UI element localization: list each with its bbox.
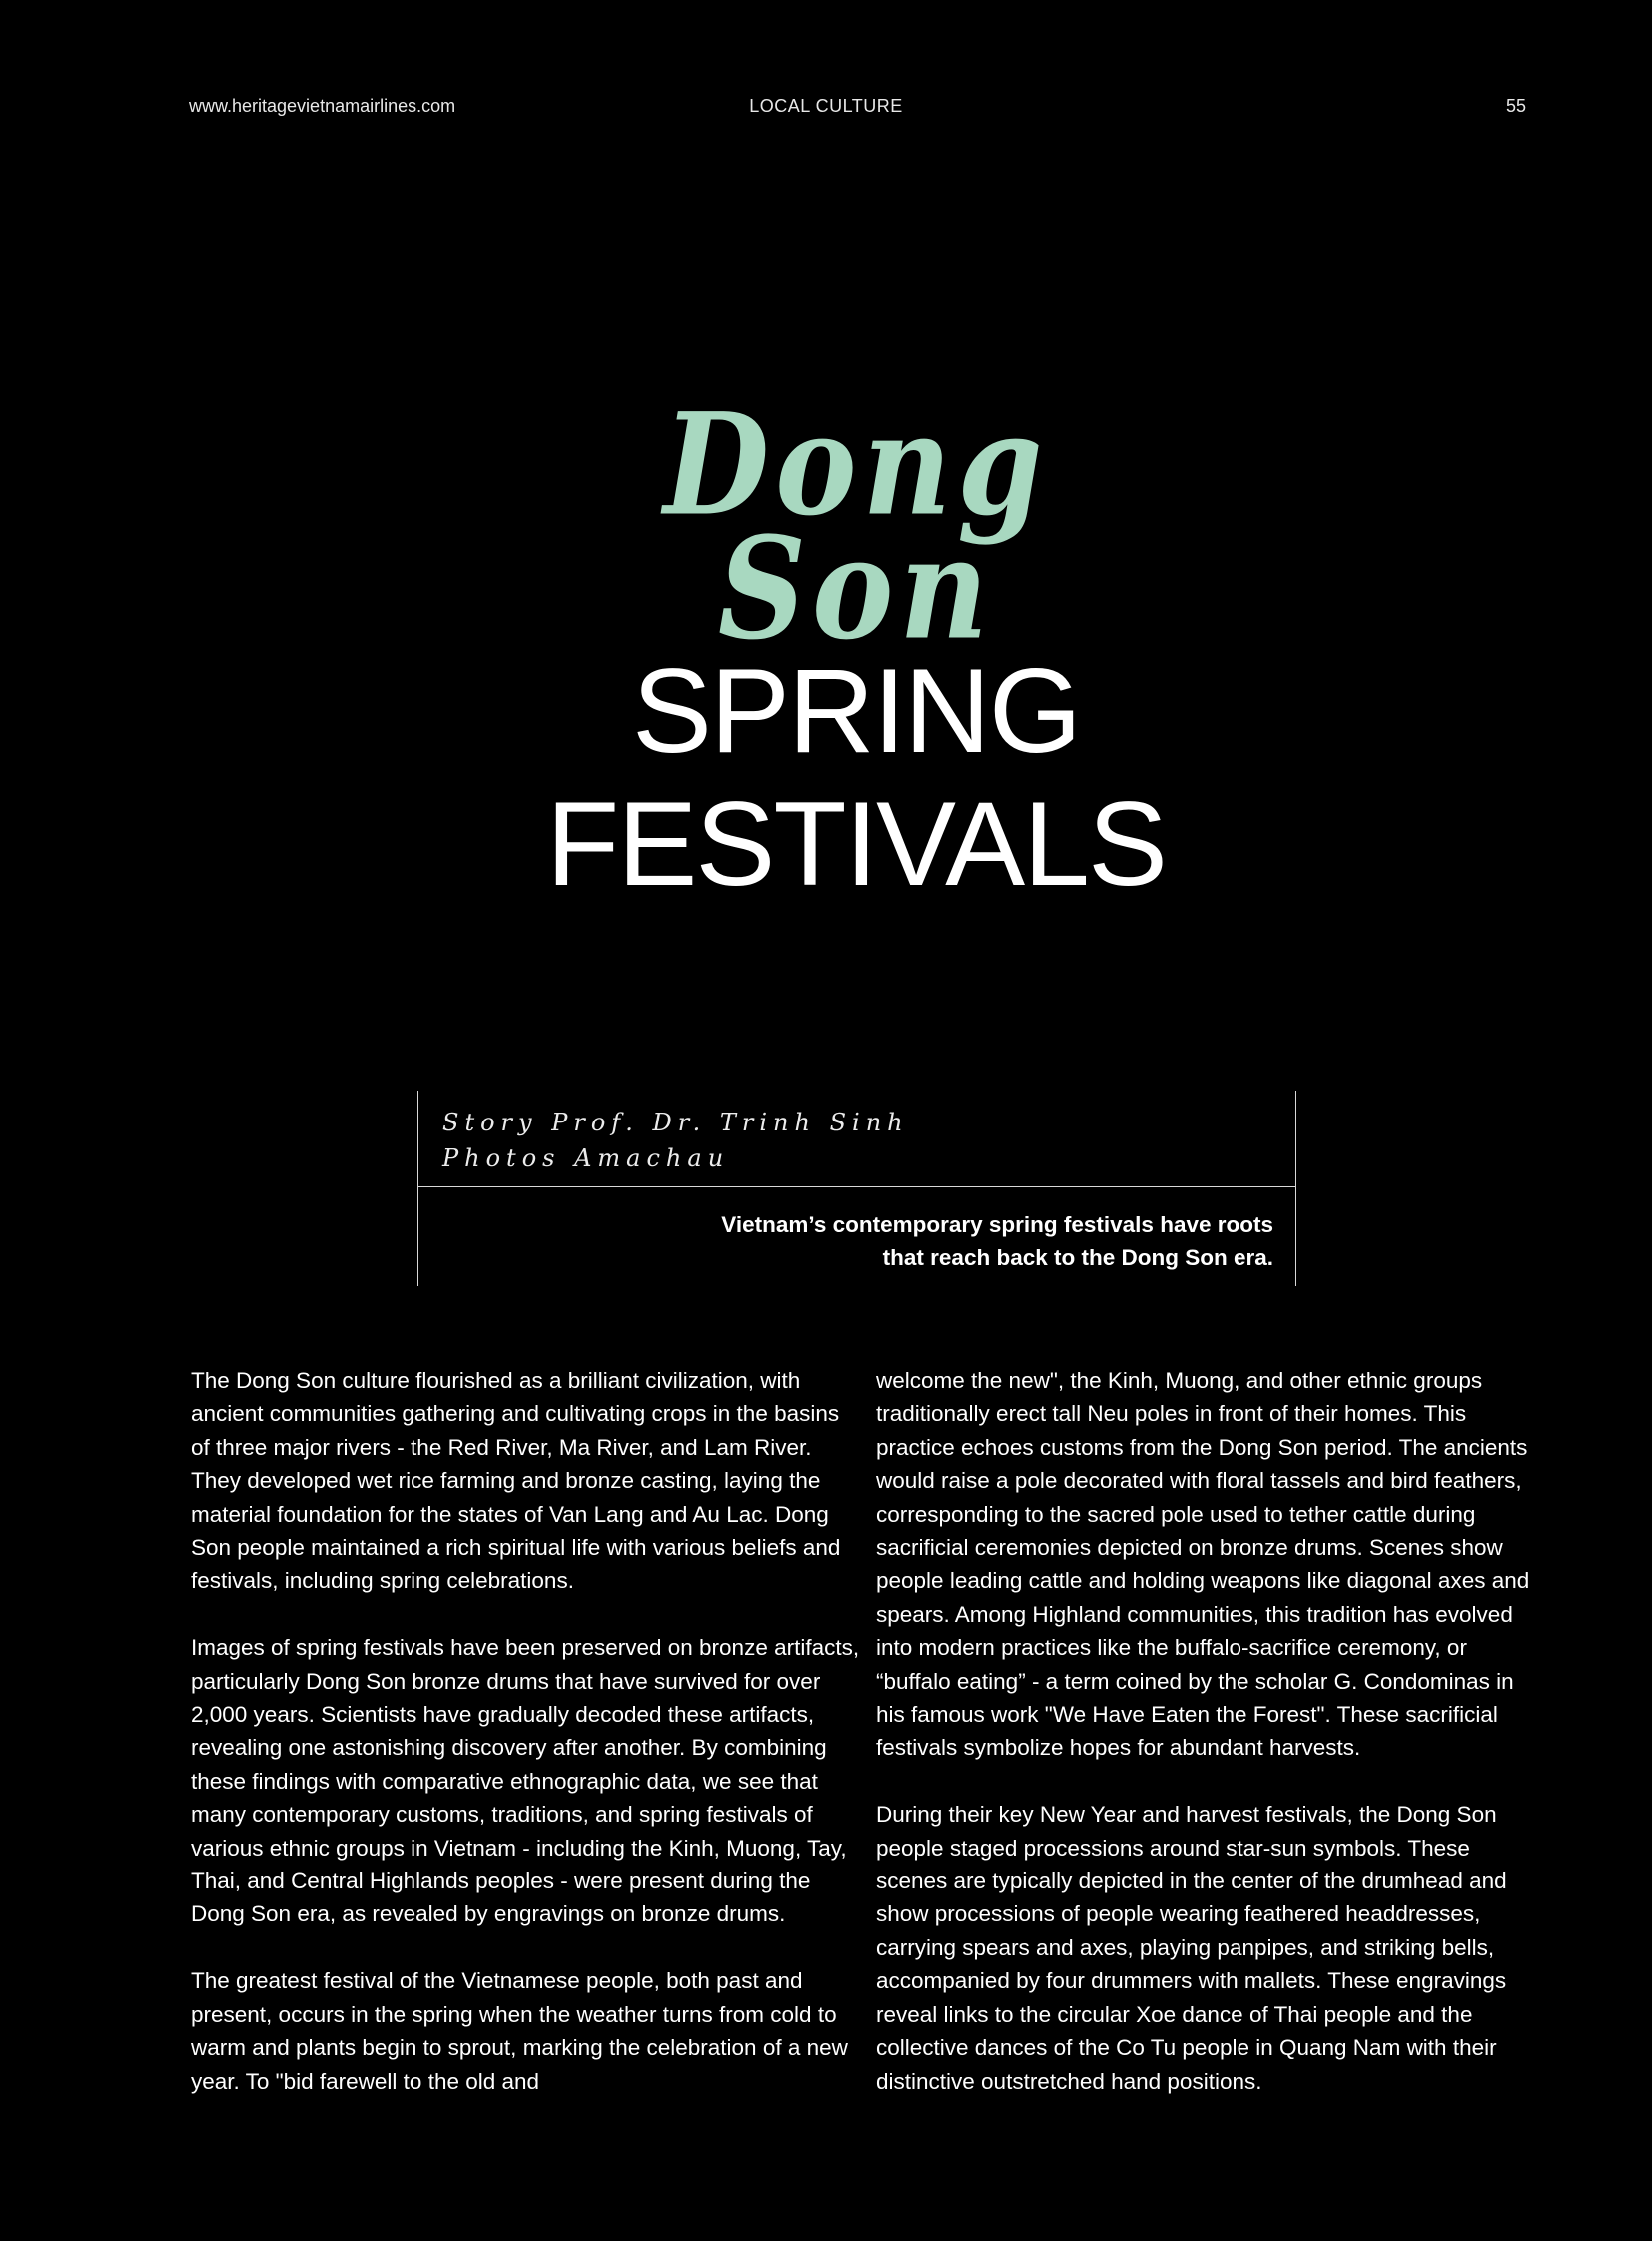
site-url: www.heritagevietnamairlines.com xyxy=(189,96,456,116)
page-number: 55 xyxy=(1505,96,1526,116)
body-paragraph: The Dong Son culture flourished as a brilliant civilization, with ancient communities gathering and cultivating crops in the basins of three major rivers - the Red River, Ma River, and Lam River. They developed wet rice farming and bronze casting, laying the material foundation for the states of Van Lang and Au Lac. Dong Son people maintained a rich spiritual life with various beliefs and festivals, including spring celebrations. xyxy=(191,1368,841,1594)
title-line-son: Son xyxy=(717,505,995,671)
standfirst: Vietnam’s contemporary spring festivals have roots that reach back to the Dong Son era. xyxy=(721,1212,1273,1270)
credits xyxy=(442,1105,909,1176)
body-paragraph: Images of spring festivals have been preserved on bronze artifacts, particularly Dong Son bronze drums that have survived for over 2,000 years. Scientists have gradually decoded these artifacts, revealing one astonishing discovery after another. By combining these findings with comparative ethnographic data, we see that many contemporary customs, traditions, and spring festivals of various ethnic groups in Vietnam - including the Kinh, Muong, Tay, Thai, and Central Highlands peoples - were present during the Dong Son era, as revealed by engravings on bronze drums. xyxy=(191,1635,860,1927)
body-paragraph: The greatest festival of the Vietnamese people, both past and present, occurs in the spring when the weather turns from cold to warm and plants begin to sprout, marking the celebration of a new year. To "bid farewell to the old and xyxy=(191,1968,848,2094)
body-paragraph: During their key New Year and harvest festivals, the Dong Son people staged processions around star-sun symbols. These scenes are typically depicted in the center of the drumhead and show processions of people wearing feathered headdresses, carrying spears and axes, playing panpipes, and striking bells, accompanied by four drummers with mallets. These engravings reveal links to the circular Xoe dance of Thai people and the collective dances of the Co Tu people in Quang Nam with their distinctive outstretched hand positions. xyxy=(876,1802,1507,2094)
title-line-dong: Dong xyxy=(663,381,1049,547)
body-column-left xyxy=(191,1364,860,2131)
body-paragraph: welcome the new", the Kinh, Muong, and other ethnic groups traditionally erect tall Neu poles in front of their homes. This practice echoes customs from the Dong Son period. The ancients would raise a pole decorated with floral tassels and bird feathers, corresponding to the sacred pole used to tether cattle during sacrificial ceremonies depicted on bronze drums. Scenes show people leading cattle and holding weapons like diagonal axes and spears. Among Highland communities, this tradition has evolved into modern practices like the buffalo-sacrifice ceremony, or “buffalo eating” - a term coined by the scholar G. Condominas in his famous work "We Have Eaten the Forest". These sacrificial festivals symbolize hopes for abundant harvests. xyxy=(876,1368,1530,1761)
section-label: LOCAL CULTURE xyxy=(749,96,903,116)
story-credit: Story Prof. Dr. Trinh Sinh xyxy=(442,1109,909,1136)
title-line-spring: SPRING xyxy=(631,644,1081,778)
title-line-festivals: FESTIVALS xyxy=(546,777,1166,911)
body-column-right xyxy=(876,1364,1535,2131)
byline-box xyxy=(417,1091,1296,1286)
photo-credit: Photos Amachau xyxy=(442,1144,730,1172)
divider xyxy=(418,1186,1295,1187)
